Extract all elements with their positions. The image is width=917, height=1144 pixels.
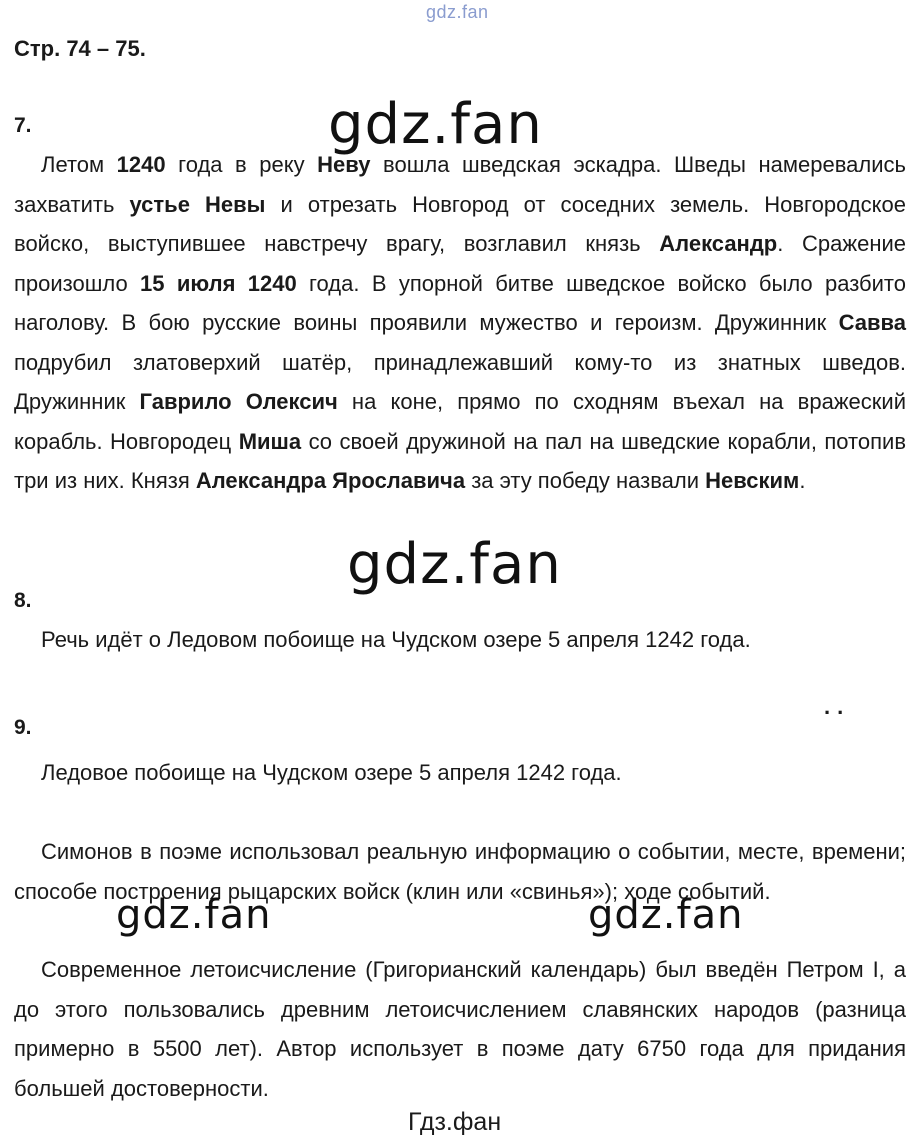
question-7-number: 7. [14, 114, 32, 137]
top-watermark: gdz.fan [426, 2, 489, 22]
watermark-large-1: gdz.fan [328, 92, 543, 157]
question-9-paragraph-3: Современное летоисчисление (Григорианский календарь) был введён Петром I, а до этого пользовались древним летоисчислением славянских народов (разница примерно в 5500 лет). Автор использует в поэме дату 6750 года для придания большей достоверности. [14, 957, 906, 1101]
watermark-medium-left: gdz.fan [116, 892, 272, 938]
question-8-answer: Речь идёт о Ледовом побоище на Чудском озере 5 апреля 1242 года. [41, 627, 751, 652]
watermark-medium-right: gdz.fan [588, 892, 744, 938]
question-9-paragraph-1: Ледовое побоище на Чудском озере 5 апреля 1242 года. [41, 760, 622, 785]
page-reference: Стр. 74 – 75. [14, 36, 146, 61]
watermark-large-2: gdz.fan [347, 532, 562, 597]
question-7-answer: Летом 1240 года в реку Неву вошла шведская эскадра. Шведы намеревались захватить устье Невы и отрезать Новгород от соседних земель. Новгородское войско, выступившее навстречу врагу, возглавил князь Александр. Сражение произошло 15 июля 1240 года. В упорной битве шведское войско было разбито наголову. В бою русские воины проявили мужество и героизм. Дружинник Савва подрубил златоверхий шатёр, принадлежавший кому-то из знатных шведов. Дружинник Гаврило Олексич на коне, прямо по сходням въехал на вражеский корабль. Новгородец Миша со своей дружиной на пал на шведские корабли, потопив три из них. Князя Александра Ярославича за эту победу назвали Невским. [14, 152, 907, 493]
stray-dots: .. [824, 694, 851, 719]
question-8-number: 8. [14, 589, 32, 612]
question-9-number: 9. [14, 716, 32, 739]
question-9-paragraph-2: Симонов в поэме использовал реальную информацию о событии, месте, времени; способе построения рыцарских войск (клин или «свинья»); ходе событий. [14, 839, 906, 904]
footer-watermark: Гдз.фан [408, 1108, 502, 1136]
